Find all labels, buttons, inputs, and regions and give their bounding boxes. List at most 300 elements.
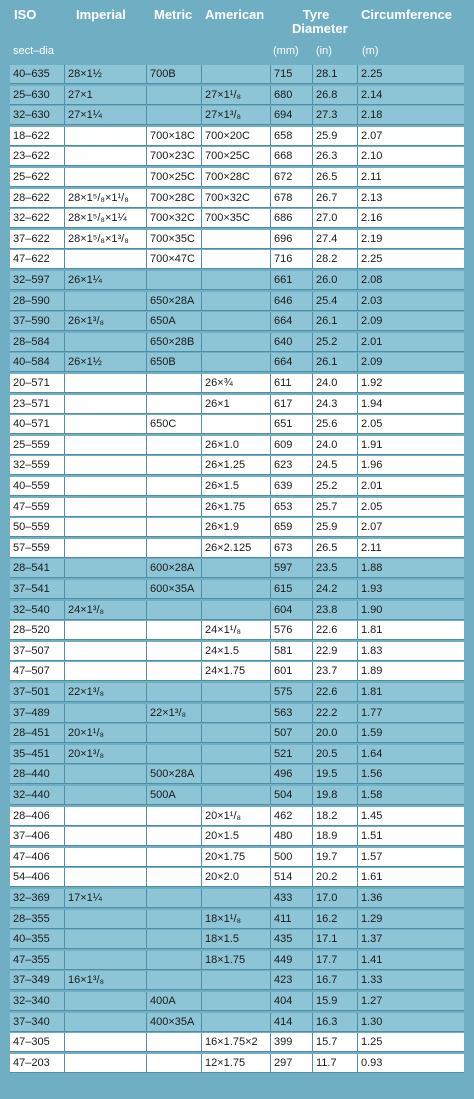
cell-diameter-in: 26.7 <box>313 189 358 208</box>
table-row <box>0 539 474 559</box>
cell-iso: 47–355 <box>10 951 65 970</box>
cell-american: 26×2.125 <box>202 539 271 558</box>
cell-diameter-mm: 411 <box>271 910 313 929</box>
cell-american <box>202 765 271 784</box>
cell-diameter-in: 25.2 <box>313 333 358 352</box>
cell-diameter-mm: 404 <box>271 992 313 1011</box>
table-row <box>0 662 474 682</box>
cell-diameter-mm: 715 <box>271 65 313 84</box>
cell-circumference: 1.92 <box>358 374 464 393</box>
cell-metric <box>147 601 202 620</box>
cell-american: 20×1¹/₈ <box>202 807 271 826</box>
cell-diameter-in: 22.6 <box>313 621 358 640</box>
table-row <box>0 353 474 373</box>
cell-circumference: 1.33 <box>358 971 464 990</box>
cell-metric <box>147 106 202 125</box>
cell-circumference: 1.90 <box>358 601 464 620</box>
cell-diameter-mm: 680 <box>271 86 313 105</box>
cell-diameter-mm: 604 <box>271 601 313 620</box>
cell-imperial: 28×1⁵/₈×1¹/₈ <box>65 189 147 208</box>
cell-american: 24×1¹/₈ <box>202 621 271 640</box>
cell-metric: 700×35C <box>147 230 202 249</box>
table-row <box>0 498 474 518</box>
header-metric: Metric <box>154 7 193 22</box>
cell-iso: 23–571 <box>10 395 65 414</box>
cell-diameter-mm: 611 <box>271 374 313 393</box>
cell-iso: 23–622 <box>10 147 65 166</box>
cell-diameter-in: 24.5 <box>313 456 358 475</box>
cell-imperial <box>65 580 147 599</box>
cell-diameter-mm: 617 <box>271 395 313 414</box>
cell-diameter-mm: 678 <box>271 189 313 208</box>
table-row <box>0 436 474 456</box>
cell-imperial: 26×1¼ <box>65 271 147 290</box>
table-row <box>0 683 474 703</box>
cell-american: 20×1.75 <box>202 848 271 867</box>
cell-iso: 47–305 <box>10 1033 65 1052</box>
cell-iso: 47–622 <box>10 250 65 269</box>
table-row <box>0 807 474 827</box>
cell-iso: 40–355 <box>10 930 65 949</box>
cell-circumference: 1.45 <box>358 807 464 826</box>
cell-diameter-in: 23.7 <box>313 662 358 681</box>
cell-imperial <box>65 477 147 496</box>
cell-imperial <box>65 930 147 949</box>
cell-iso: 40–584 <box>10 353 65 372</box>
cell-diameter-in: 17.1 <box>313 930 358 949</box>
cell-imperial <box>65 415 147 434</box>
cell-diameter-mm: 581 <box>271 642 313 661</box>
cell-diameter-mm: 659 <box>271 518 313 537</box>
table-row <box>0 127 474 147</box>
cell-iso: 32–369 <box>10 889 65 908</box>
cell-diameter-mm: 686 <box>271 209 313 228</box>
cell-circumference: 2.09 <box>358 353 464 372</box>
cell-metric: 700×18C <box>147 127 202 146</box>
cell-diameter-mm: 504 <box>271 786 313 805</box>
cell-iso: 37–406 <box>10 827 65 846</box>
cell-diameter-mm: 716 <box>271 250 313 269</box>
table-row <box>0 580 474 600</box>
cell-metric <box>147 930 202 949</box>
cell-circumference: 2.25 <box>358 250 464 269</box>
table-row <box>0 230 474 250</box>
cell-diameter-in: 20.2 <box>313 868 358 887</box>
cell-diameter-mm: 696 <box>271 230 313 249</box>
cell-metric <box>147 621 202 640</box>
cell-circumference: 2.05 <box>358 415 464 434</box>
cell-diameter-mm: 658 <box>271 127 313 146</box>
cell-american: 26×¾ <box>202 374 271 393</box>
cell-circumference: 1.77 <box>358 704 464 723</box>
cell-diameter-mm: 664 <box>271 312 313 331</box>
cell-circumference: 1.89 <box>358 662 464 681</box>
cell-american <box>202 683 271 702</box>
cell-american <box>202 1013 271 1032</box>
cell-imperial <box>65 395 147 414</box>
cell-diameter-in: 15.7 <box>313 1033 358 1052</box>
cell-american: 27×1³/₈ <box>202 106 271 125</box>
cell-imperial <box>65 168 147 187</box>
cell-circumference: 1.37 <box>358 930 464 949</box>
cell-diameter-in: 25.4 <box>313 292 358 311</box>
table-row <box>0 518 474 538</box>
cell-american: 700×20C <box>202 127 271 146</box>
cell-american <box>202 704 271 723</box>
cell-imperial: 26×1½ <box>65 353 147 372</box>
cell-metric <box>147 889 202 908</box>
cell-metric: 600×28A <box>147 559 202 578</box>
cell-diameter-in: 23.8 <box>313 601 358 620</box>
header-american: American <box>205 7 265 22</box>
cell-metric <box>147 868 202 887</box>
cell-metric <box>147 745 202 764</box>
cell-imperial <box>65 127 147 146</box>
cell-diameter-in: 26.3 <box>313 147 358 166</box>
cell-american: 20×1.5 <box>202 827 271 846</box>
cell-circumference: 2.16 <box>358 209 464 228</box>
table-row <box>0 147 474 167</box>
cell-diameter-in: 23.5 <box>313 559 358 578</box>
cell-metric: 500×28A <box>147 765 202 784</box>
cell-imperial <box>65 1013 147 1032</box>
table-header <box>0 0 474 65</box>
cell-metric <box>147 848 202 867</box>
cell-american <box>202 786 271 805</box>
cell-american <box>202 601 271 620</box>
cell-imperial <box>65 559 147 578</box>
cell-diameter-in: 16.2 <box>313 910 358 929</box>
table-row <box>0 559 474 579</box>
cell-circumference: 1.91 <box>358 436 464 455</box>
cell-iso: 28–440 <box>10 765 65 784</box>
cell-diameter-mm: 653 <box>271 498 313 517</box>
cell-circumference: 2.03 <box>358 292 464 311</box>
cell-diameter-in: 24.2 <box>313 580 358 599</box>
table-row <box>0 333 474 353</box>
cell-diameter-in: 16.7 <box>313 971 358 990</box>
cell-diameter-in: 25.2 <box>313 477 358 496</box>
cell-circumference: 1.30 <box>358 1013 464 1032</box>
cell-diameter-mm: 597 <box>271 559 313 578</box>
cell-diameter-in: 19.8 <box>313 786 358 805</box>
cell-diameter-in: 20.5 <box>313 745 358 764</box>
cell-circumference: 1.57 <box>358 848 464 867</box>
cell-imperial <box>65 436 147 455</box>
cell-imperial <box>65 374 147 393</box>
table-row <box>0 415 474 435</box>
cell-diameter-mm: 639 <box>271 477 313 496</box>
cell-iso: 50–559 <box>10 518 65 537</box>
cell-metric: 600×35A <box>147 580 202 599</box>
table-row <box>0 106 474 126</box>
table-row <box>0 395 474 415</box>
cell-diameter-mm: 694 <box>271 106 313 125</box>
table-row <box>0 827 474 847</box>
cell-metric <box>147 724 202 743</box>
cell-diameter-in: 11.7 <box>313 1054 358 1073</box>
cell-iso: 54–406 <box>10 868 65 887</box>
cell-diameter-mm: 615 <box>271 580 313 599</box>
cell-circumference: 1.27 <box>358 992 464 1011</box>
cell-circumference: 1.58 <box>358 786 464 805</box>
cell-diameter-in: 27.4 <box>313 230 358 249</box>
cell-diameter-in: 24.0 <box>313 436 358 455</box>
cell-imperial <box>65 951 147 970</box>
cell-american <box>202 415 271 434</box>
cell-imperial <box>65 498 147 517</box>
cell-circumference: 2.09 <box>358 312 464 331</box>
table-row <box>0 930 474 950</box>
table-row <box>0 971 474 991</box>
table-row <box>0 765 474 785</box>
cell-imperial <box>65 765 147 784</box>
cell-metric: 700B <box>147 65 202 84</box>
cell-diameter-mm: 640 <box>271 333 313 352</box>
cell-circumference: 1.29 <box>358 910 464 929</box>
cell-circumference: 2.18 <box>358 106 464 125</box>
header-tyre-diameter: Tyre Diameter <box>292 7 348 36</box>
cell-diameter-in: 27.3 <box>313 106 358 125</box>
cell-metric <box>147 498 202 517</box>
cell-american <box>202 353 271 372</box>
cell-diameter-in: 27.0 <box>313 209 358 228</box>
table-row <box>0 724 474 744</box>
cell-metric <box>147 807 202 826</box>
cell-iso: 40–635 <box>10 65 65 84</box>
cell-circumference: 1.83 <box>358 642 464 661</box>
cell-diameter-mm: 507 <box>271 724 313 743</box>
cell-circumference: 1.61 <box>358 868 464 887</box>
cell-diameter-in: 26.5 <box>313 539 358 558</box>
cell-diameter-mm: 563 <box>271 704 313 723</box>
cell-iso: 47–203 <box>10 1054 65 1073</box>
cell-iso: 32–622 <box>10 209 65 228</box>
cell-metric: 700×47C <box>147 250 202 269</box>
cell-circumference: 1.36 <box>358 889 464 908</box>
cell-imperial <box>65 848 147 867</box>
cell-american <box>202 992 271 1011</box>
cell-iso: 37–340 <box>10 1013 65 1032</box>
cell-american: 700×35C <box>202 209 271 228</box>
cell-metric <box>147 395 202 414</box>
cell-imperial: 27×1 <box>65 86 147 105</box>
cell-imperial <box>65 642 147 661</box>
table-row <box>0 951 474 971</box>
cell-metric <box>147 271 202 290</box>
subheader-sect-dia: sect–dia <box>13 45 54 57</box>
cell-american <box>202 250 271 269</box>
cell-circumference: 1.94 <box>358 395 464 414</box>
cell-metric: 400A <box>147 992 202 1011</box>
table-row <box>0 1054 474 1074</box>
cell-circumference: 1.93 <box>358 580 464 599</box>
cell-metric <box>147 910 202 929</box>
cell-metric: 650×28B <box>147 333 202 352</box>
cell-iso: 28–590 <box>10 292 65 311</box>
cell-circumference: 1.88 <box>358 559 464 578</box>
cell-american <box>202 559 271 578</box>
cell-imperial <box>65 827 147 846</box>
cell-diameter-mm: 433 <box>271 889 313 908</box>
cell-american: 26×1 <box>202 395 271 414</box>
cell-american <box>202 580 271 599</box>
cell-diameter-in: 26.0 <box>313 271 358 290</box>
header-iso: ISO <box>14 7 37 22</box>
cell-diameter-mm: 575 <box>271 683 313 702</box>
cell-american: 26×1.0 <box>202 436 271 455</box>
cell-american: 27×1¹/₈ <box>202 86 271 105</box>
cell-diameter-in: 25.9 <box>313 127 358 146</box>
cell-imperial: 28×1⁵/₈×1¼ <box>65 209 147 228</box>
cell-metric: 650×28A <box>147 292 202 311</box>
cell-metric <box>147 971 202 990</box>
cell-american: 18×1¹/₈ <box>202 910 271 929</box>
cell-american: 16×1.75×2 <box>202 1033 271 1052</box>
cell-diameter-mm: 646 <box>271 292 313 311</box>
cell-imperial <box>65 333 147 352</box>
cell-diameter-in: 28.1 <box>313 65 358 84</box>
cell-diameter-in: 24.0 <box>313 374 358 393</box>
cell-american: 18×1.5 <box>202 930 271 949</box>
table-row <box>0 65 474 85</box>
cell-diameter-in: 18.9 <box>313 827 358 846</box>
cell-iso: 25–622 <box>10 168 65 187</box>
table-row <box>0 621 474 641</box>
cell-iso: 28–406 <box>10 807 65 826</box>
cell-diameter-in: 22.2 <box>313 704 358 723</box>
cell-american: 24×1.75 <box>202 662 271 681</box>
cell-iso: 28–584 <box>10 333 65 352</box>
cell-imperial <box>65 1033 147 1052</box>
cell-diameter-in: 25.9 <box>313 518 358 537</box>
cell-american: 12×1.75 <box>202 1054 271 1073</box>
cell-imperial <box>65 147 147 166</box>
cell-metric: 500A <box>147 786 202 805</box>
cell-iso: 28–355 <box>10 910 65 929</box>
cell-imperial: 28×1½ <box>65 65 147 84</box>
cell-diameter-in: 20.0 <box>313 724 358 743</box>
cell-diameter-mm: 496 <box>271 765 313 784</box>
cell-american: 24×1.5 <box>202 642 271 661</box>
table-row <box>0 312 474 332</box>
cell-imperial: 26×1³/₈ <box>65 312 147 331</box>
cell-iso: 37–507 <box>10 642 65 661</box>
cell-american <box>202 971 271 990</box>
cell-metric: 22×1³/₈ <box>147 704 202 723</box>
cell-diameter-in: 26.1 <box>313 312 358 331</box>
cell-diameter-mm: 514 <box>271 868 313 887</box>
cell-imperial: 28×1⁵/₈×1³/₈ <box>65 230 147 249</box>
cell-diameter-mm: 480 <box>271 827 313 846</box>
cell-metric <box>147 662 202 681</box>
cell-imperial <box>65 250 147 269</box>
cell-american: 26×1.75 <box>202 498 271 517</box>
header-imperial: Imperial <box>76 7 126 22</box>
cell-diameter-in: 18.2 <box>313 807 358 826</box>
cell-circumference: 2.14 <box>358 86 464 105</box>
cell-american <box>202 292 271 311</box>
cell-metric <box>147 539 202 558</box>
cell-diameter-mm: 623 <box>271 456 313 475</box>
cell-american: 26×1.5 <box>202 477 271 496</box>
cell-american: 26×1.25 <box>202 456 271 475</box>
cell-imperial <box>65 662 147 681</box>
table-row <box>0 189 474 209</box>
cell-circumference: 1.51 <box>358 827 464 846</box>
cell-metric <box>147 456 202 475</box>
cell-metric: 700×23C <box>147 147 202 166</box>
cell-imperial: 20×1¹/₈ <box>65 724 147 743</box>
cell-circumference: 1.81 <box>358 621 464 640</box>
cell-imperial <box>65 868 147 887</box>
table-row <box>0 910 474 930</box>
cell-diameter-in: 24.3 <box>313 395 358 414</box>
table-row <box>0 209 474 229</box>
cell-iso: 20–571 <box>10 374 65 393</box>
cell-circumference: 2.19 <box>358 230 464 249</box>
cell-circumference: 2.25 <box>358 65 464 84</box>
cell-iso: 28–451 <box>10 724 65 743</box>
cell-diameter-mm: 661 <box>271 271 313 290</box>
cell-diameter-in: 19.7 <box>313 848 358 867</box>
cell-metric <box>147 86 202 105</box>
cell-american <box>202 333 271 352</box>
cell-iso: 37–489 <box>10 704 65 723</box>
cell-metric <box>147 1033 202 1052</box>
cell-diameter-mm: 521 <box>271 745 313 764</box>
cell-circumference: 2.08 <box>358 271 464 290</box>
cell-diameter-mm: 414 <box>271 1013 313 1032</box>
cell-diameter-in: 15.9 <box>313 992 358 1011</box>
cell-diameter-mm: 609 <box>271 436 313 455</box>
cell-american <box>202 889 271 908</box>
cell-diameter-in: 25.7 <box>313 498 358 517</box>
table-row <box>0 889 474 909</box>
table-row <box>0 848 474 868</box>
cell-diameter-mm: 435 <box>271 930 313 949</box>
cell-iso: 32–559 <box>10 456 65 475</box>
cell-imperial <box>65 456 147 475</box>
cell-metric <box>147 827 202 846</box>
cell-metric: 650C <box>147 415 202 434</box>
cell-diameter-mm: 601 <box>271 662 313 681</box>
cell-iso: 37–501 <box>10 683 65 702</box>
cell-diameter-mm: 423 <box>271 971 313 990</box>
cell-iso: 47–559 <box>10 498 65 517</box>
cell-diameter-mm: 399 <box>271 1033 313 1052</box>
cell-american <box>202 65 271 84</box>
cell-imperial <box>65 518 147 537</box>
header-circumference: Circumference <box>361 7 453 22</box>
table-row <box>0 271 474 291</box>
table-row <box>0 601 474 621</box>
cell-diameter-in: 26.8 <box>313 86 358 105</box>
cell-diameter-in: 17.0 <box>313 889 358 908</box>
table-row <box>0 1033 474 1053</box>
cell-circumference: 1.59 <box>358 724 464 743</box>
cell-diameter-mm: 668 <box>271 147 313 166</box>
subheader-m: (m) <box>362 45 379 57</box>
table-row <box>0 992 474 1012</box>
cell-diameter-mm: 576 <box>271 621 313 640</box>
cell-iso: 40–559 <box>10 477 65 496</box>
cell-american <box>202 724 271 743</box>
cell-metric: 700×32C <box>147 209 202 228</box>
subheader-in: (in) <box>316 45 332 57</box>
cell-iso: 28–520 <box>10 621 65 640</box>
cell-circumference: 2.11 <box>358 168 464 187</box>
